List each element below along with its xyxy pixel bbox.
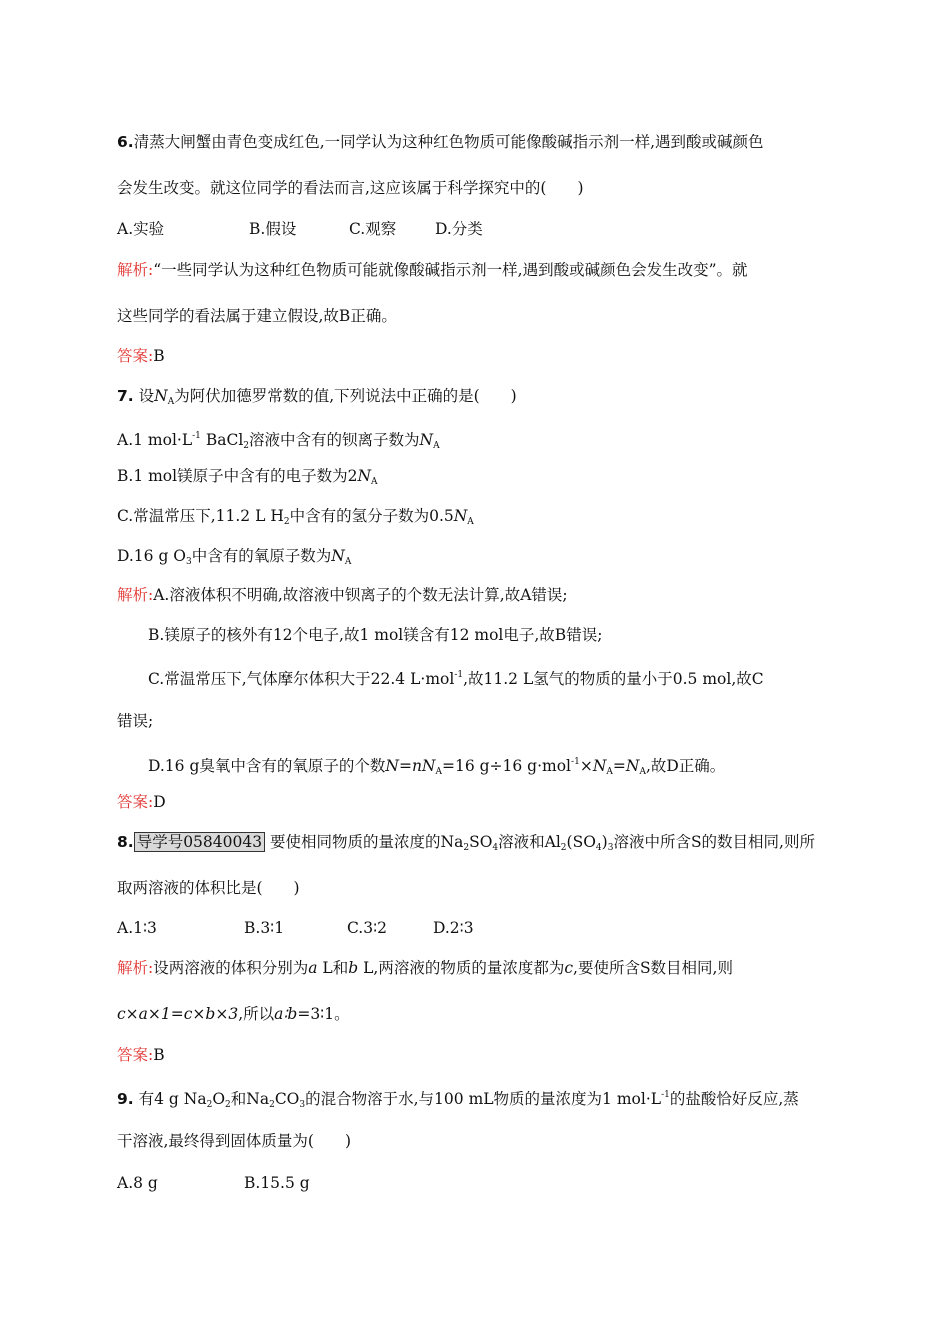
q7-option-b: B.1 mol镁原子中含有的电子数为$2N_A$: [117, 467, 378, 487]
q8-option-a: A.1∶3: [117, 919, 157, 937]
q7-stem: 7. 设$N_A$为阿伏加德罗常数的值,下列说法中正确的是( ): [117, 387, 517, 407]
q8-stem-line2: 取两溶液的体积比是( ): [117, 879, 300, 897]
q7-analysis-c: C.常温常压下,气体摩尔体积大于22.4 L·mol$^{-1}$,故11.2 L氢气的物质的量小于0.5 mol,故C: [148, 670, 764, 688]
q6-option-c: C.观察: [349, 220, 397, 238]
q8-answer: 答案:B: [117, 1046, 165, 1064]
q7-analysis-d: D.16 g臭氧中含有的氧原子的个数$N=nN_A=16$ g÷16 $g\cdot mol^{-1}\times N_A=N_A$,故D正确。: [148, 757, 726, 777]
q9-number: 9.: [117, 1090, 134, 1108]
answer-label: 答案:: [117, 347, 154, 365]
q9-option-a: A.8 g: [117, 1174, 158, 1192]
answer-label: 答案:: [117, 1046, 154, 1064]
q6-number: 6.: [117, 133, 134, 151]
q7-option-a: A.1 $mol\cdot L^{-1}$ BaCl$_2$溶液中含有的钡离子数为$N_A$: [117, 431, 440, 451]
q7-option-d: D.16 g $O_3$中含有的氧原子数为$N_A$: [117, 547, 352, 567]
q8-option-d: D.2∶3: [433, 919, 474, 937]
q6-analysis-line2: 这些同学的看法属于建立假设,故B正确。: [117, 307, 397, 325]
q6-stem-line1: 6.清蒸大闸蟹由青色变成红色,一同学认为这种红色物质可能像酸碱指示剂一样,遇到酸或碱颜色: [117, 133, 764, 151]
q8-option-c: C.3∶2: [347, 919, 387, 937]
q6-stem-line2: 会发生改变。就这位同学的看法而言,这应该属于科学探究中的( ): [117, 179, 584, 197]
q9-option-b: B.15.5 g: [244, 1174, 310, 1192]
analysis-label: 解析:: [117, 959, 154, 977]
q6-answer: 答案:B: [117, 347, 165, 365]
q7-answer: 答案:D: [117, 793, 166, 811]
q9-stem-line1: 9. 有4 g $Na_2O_2$和$Na_2CO_3$的混合物溶于水,与100 mL物质的量浓度为1 $mol\cdot L^{-1}$的盐酸恰好反应,蒸: [117, 1090, 799, 1110]
q6-option-a: A.实验: [117, 220, 165, 238]
q9-stem-line2: 干溶液,最终得到固体质量为( ): [117, 1132, 352, 1150]
answer-label: 答案:: [117, 793, 154, 811]
q7-number: 7.: [117, 387, 134, 405]
guide-number-tag[interactable]: 导学号05840043: [134, 832, 265, 852]
analysis-label: 解析:: [117, 261, 154, 279]
q7-option-c: C.常温常压下,11.2 L $H_2$中含有的氢分子数为$0.5N_A$: [117, 507, 474, 527]
q8-option-b: B.3∶1: [244, 919, 285, 937]
q8-options: [117, 918, 474, 938]
q7-analysis-c2: 错误;: [117, 712, 154, 730]
q7-analysis-a: 解析:A.溶液体积不明确,故溶液中钡离子的个数无法计算,故A错误;: [117, 586, 568, 604]
q8-stem-line1: 8. 导学号05840043 要使相同物质的量浓度的$Na_2SO_4$溶液和$Al_2(SO_4)_3$溶液中所含S的数目相同,则所: [117, 833, 815, 853]
q8-number: 8.: [117, 833, 134, 851]
analysis-label: 解析:: [117, 586, 154, 604]
q6-option-d: D.分类: [435, 220, 483, 238]
q9-options: [117, 1173, 310, 1193]
q8-analysis-line1: 解析:设两溶液的体积分别为a L和b L,两溶液的物质的量浓度都为c,要使所含S数目相同,则: [117, 959, 733, 977]
q7-analysis-b: B.镁原子的核外有12个电子,故1 mol镁含有12 mol电子,故B错误;: [148, 626, 603, 644]
q6-analysis-line1: 解析:“一些同学认为这种红色物质可能就像酸碱指示剂一样,遇到酸或碱颜色会发生改变”。就: [117, 261, 748, 279]
q8-analysis-line2: c×a×1=c×b×3,所以a∶b=3∶1。: [117, 1005, 350, 1023]
q6-option-b: B.假设: [249, 220, 297, 238]
q6-options: [117, 219, 483, 239]
